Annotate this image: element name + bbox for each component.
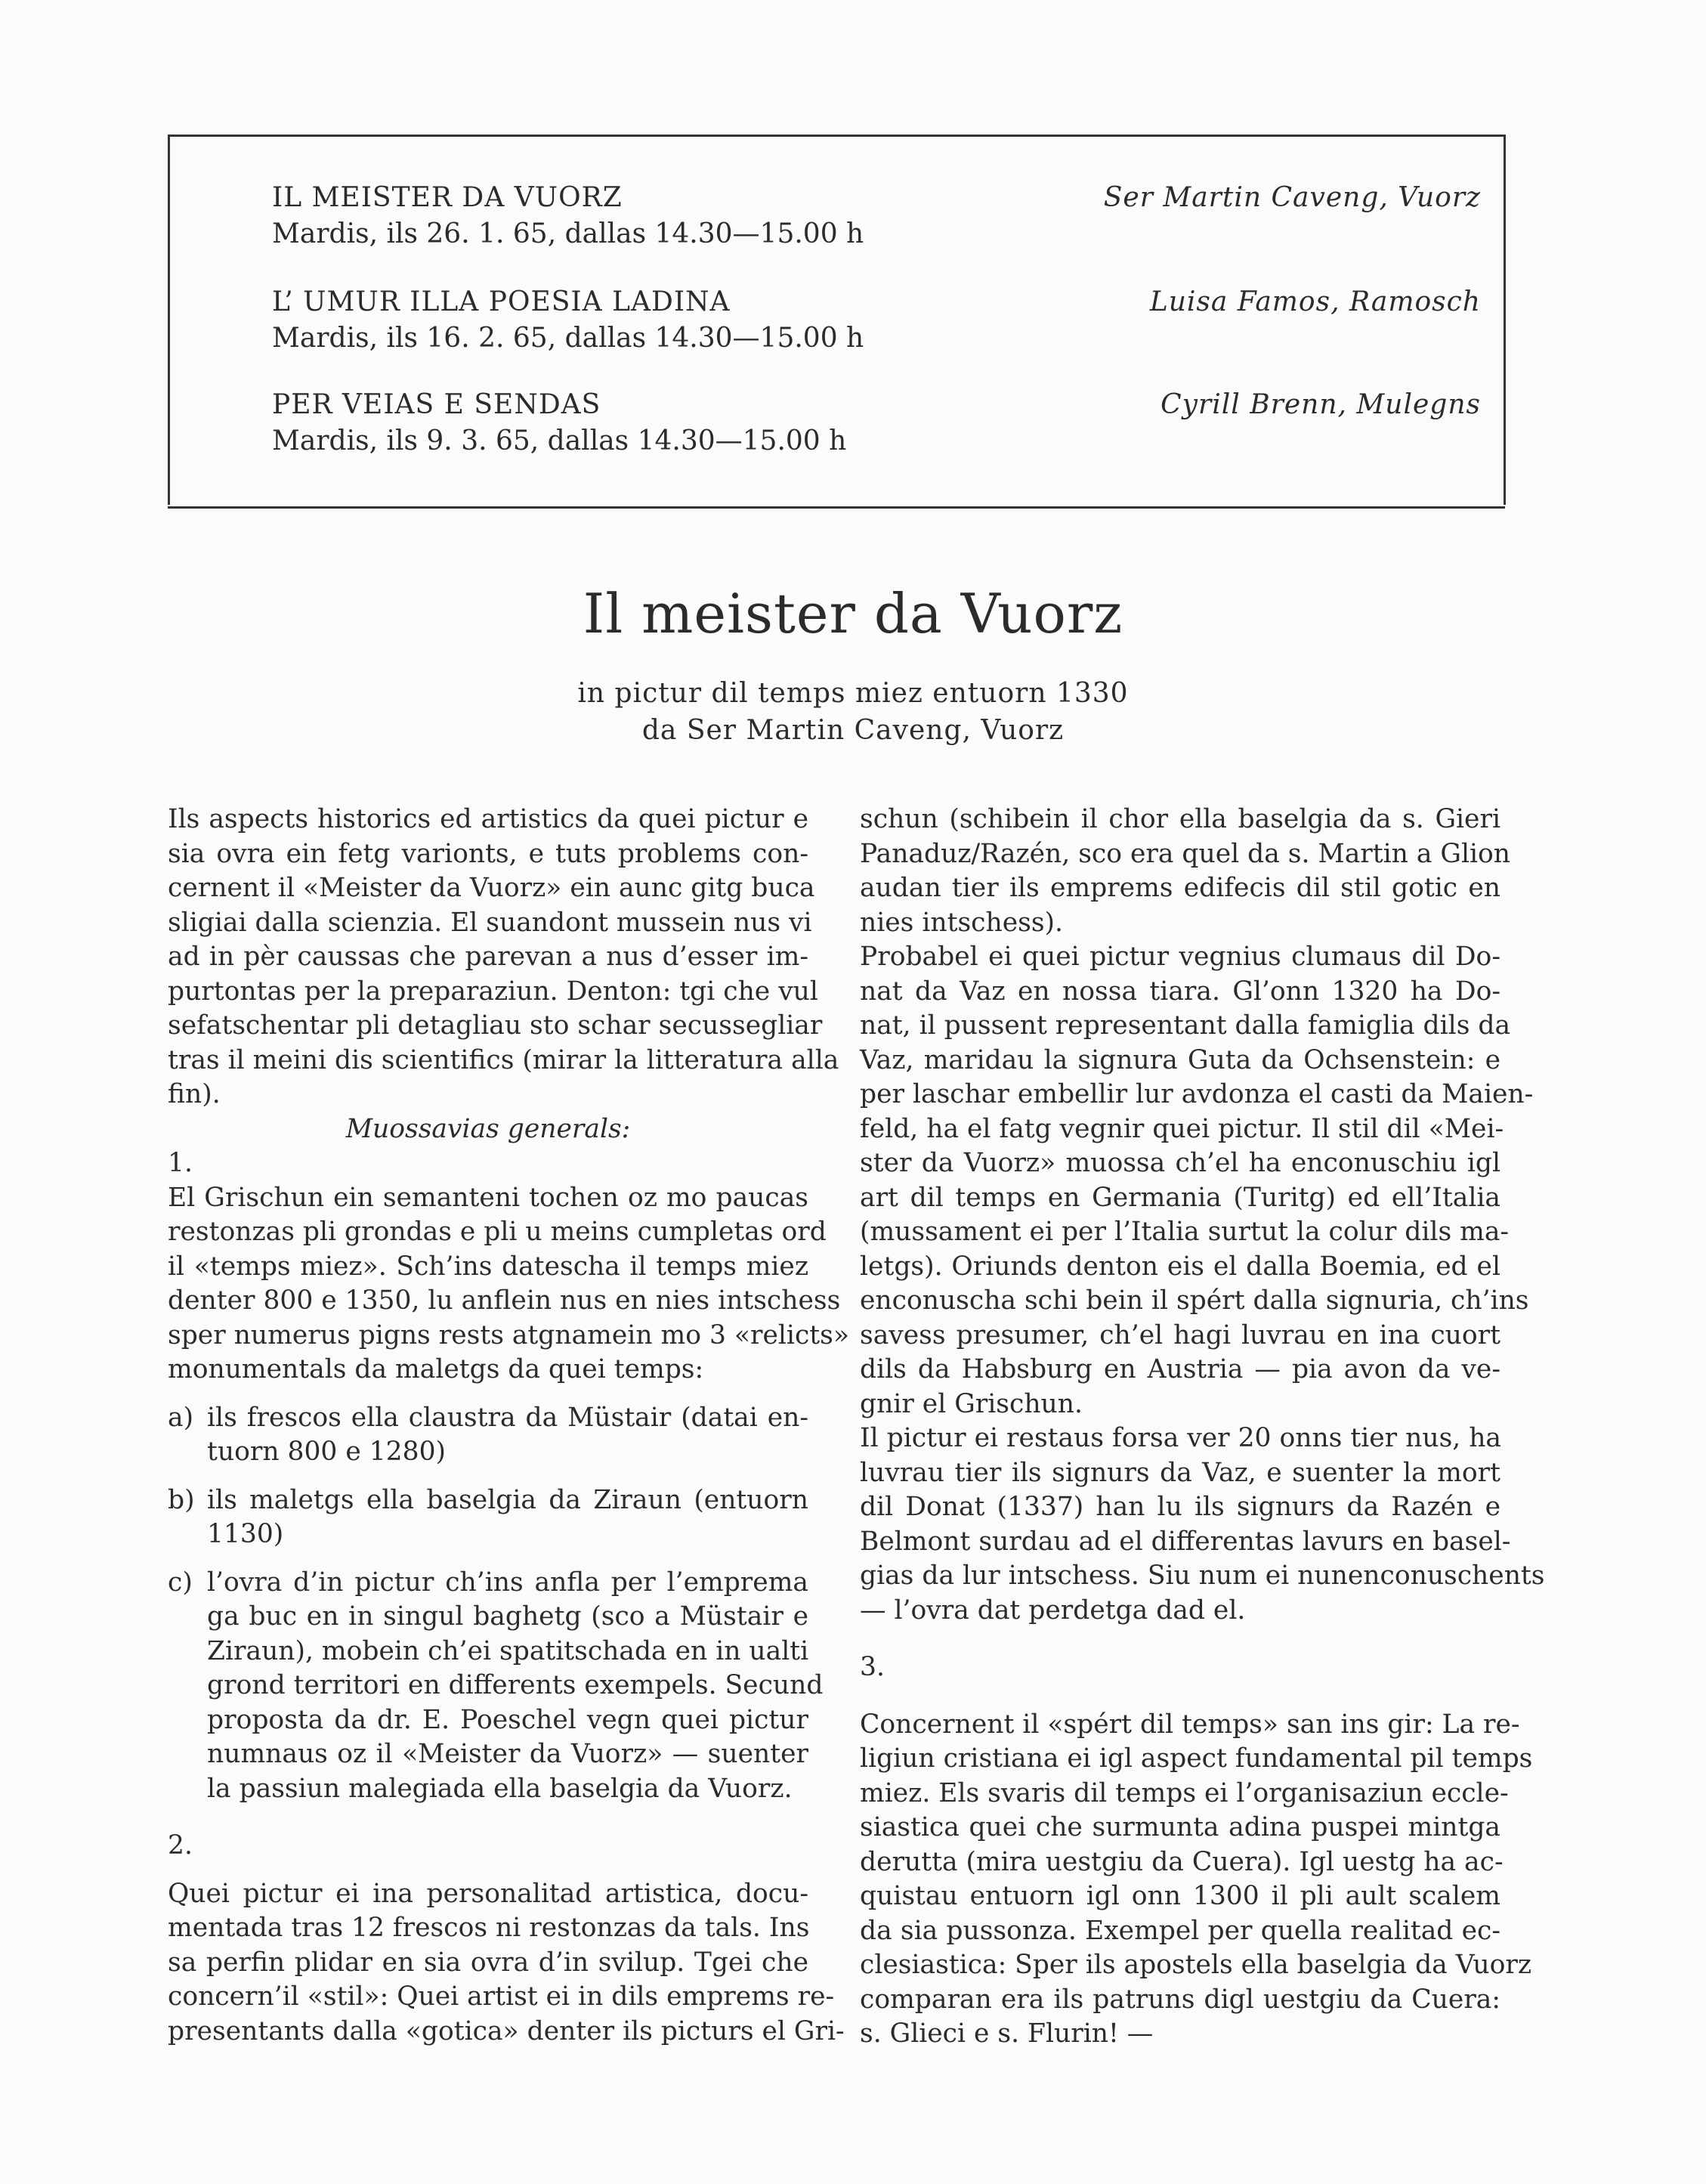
text-line: ad in pèr caussas che parevan a nus d’esser im- bbox=[168, 942, 808, 972]
text-line: Probabel ei quei pictur vegnius clumaus dil Do- bbox=[860, 942, 1500, 972]
paragraph bbox=[860, 1421, 1545, 1628]
text-line: letgs). Oriunds denton eis el dalla Boemia, ed el bbox=[860, 1251, 1500, 1282]
text-line: sefatschentar pli detagliau sto schar secussegliar bbox=[168, 1010, 823, 1041]
text-line: sper numerus pigns rests atgnamein mo 3 «relicts» bbox=[168, 1319, 849, 1350]
text-line: per laschar embellir lur avdonza el casti da Maien- bbox=[860, 1079, 1534, 1109]
schedule-entry bbox=[272, 387, 1481, 459]
text-line: audan tier ils emprems edifecis dil stil gotic en bbox=[860, 873, 1500, 903]
section-number: 1. bbox=[168, 1148, 193, 1178]
text-line: denter 800 e 1350, lu anflein nus en nies intschess bbox=[168, 1285, 841, 1316]
paragraph bbox=[168, 1181, 849, 1387]
text-line: restonzas pli grondas e pli u meins cumpletas ord bbox=[168, 1217, 827, 1247]
list-marker: c) bbox=[168, 1567, 193, 1598]
text-line: clesiastica: Sper ils apostels ella baselgia da Vuorz bbox=[860, 1950, 1532, 1980]
text-line: dils da Habsburg en Austria — pia avon da ve- bbox=[860, 1354, 1500, 1384]
text-line: (mussament ei per l’Italia surtut la colur dils ma- bbox=[860, 1217, 1510, 1247]
text-line: nat da Vaz en nossa tiara. Gl’onn 1320 ha Do- bbox=[860, 976, 1500, 1007]
schedule-bottom-rule bbox=[168, 506, 1505, 509]
text-line: luvrau tier ils signurs da Vaz, e suenter la mort bbox=[860, 1457, 1500, 1488]
text-line: ga buc en in singul baghetg (sco a Müstair e bbox=[207, 1601, 808, 1632]
section-number: 3. bbox=[860, 1652, 885, 1682]
text-line: da sia pussonza. Exempel per quella realitad ec- bbox=[860, 1915, 1500, 1946]
text-line: Il pictur ei restaus forsa ver 20 onns tier nus, ha bbox=[860, 1423, 1501, 1453]
text-line: sia ovra ein fetg varionts, e tuts problems con- bbox=[168, 838, 808, 869]
article-subtitle: in pictur dil temps miez entuorn 1330 bbox=[577, 678, 1129, 709]
section-number: 2. bbox=[168, 1830, 193, 1861]
text-line: siastica quei che surmunta adina puspei mintga bbox=[860, 1812, 1500, 1842]
schedule-author: Luisa Famos, Ramosch bbox=[1149, 286, 1481, 317]
text-line: fin). bbox=[168, 1079, 221, 1109]
text-line: sa perfin plidar en sia ovra d’in svilup. Tgei che bbox=[168, 1947, 808, 1978]
text-line: savess presumer, ch’el hagi luvrau en ina cuort bbox=[860, 1319, 1500, 1350]
list-marker: a) bbox=[168, 1402, 194, 1433]
text-line: grond territori en differents exempels. Secund bbox=[207, 1670, 824, 1700]
text-line: enconuscha schi bein il spért dalla signuria, ch’ins bbox=[860, 1285, 1529, 1316]
schedule-entry bbox=[272, 180, 1481, 252]
text-line: ster da Vuorz» muossa ch’el ha enconuschiu igl bbox=[860, 1148, 1500, 1178]
text-line: cernent il «Meister da Vuorz» ein aunc gitg buca bbox=[168, 873, 815, 903]
list-item bbox=[168, 1566, 824, 1807]
paragraph bbox=[860, 940, 1534, 1421]
text-line: Belmont surdau ad el differentas lavurs en basel- bbox=[860, 1526, 1511, 1557]
text-line: tuorn 800 e 1280) bbox=[207, 1437, 446, 1467]
intro-paragraph bbox=[168, 803, 839, 1112]
text-line: nat, il pussent representant dalla famiglia dils da bbox=[860, 1010, 1511, 1041]
schedule-entry bbox=[272, 284, 1481, 357]
schedule-date: Mardis, ils 9. 3. 65, dallas 14.30—15.00 h bbox=[272, 425, 847, 456]
paragraph bbox=[860, 1708, 1533, 2052]
list-marker: b) bbox=[168, 1484, 195, 1515]
text-line: numnaus oz il «Meister da Vuorz» — suenter bbox=[207, 1739, 808, 1769]
text-line: El Grischun ein semanteni tochen oz mo paucas bbox=[168, 1182, 808, 1213]
schedule-title: L’ UMUR ILLA POESIA LADINA bbox=[272, 286, 731, 317]
schedule-date: Mardis, ils 26. 1. 65, dallas 14.30—15.00 h bbox=[272, 218, 864, 249]
text-line: comparan era ils patruns digl uestgiu da Cuera: bbox=[860, 1984, 1500, 2015]
text-line: proposta da dr. E. Poeschel vegn quei pictur bbox=[207, 1704, 808, 1735]
text-line: Vaz, maridau la signura Guta da Ochsenstein: e bbox=[860, 1044, 1500, 1075]
text-line: ils frescos ella claustra da Müstair (datai en- bbox=[207, 1402, 808, 1433]
section-heading: Muossavias generals: bbox=[345, 1113, 631, 1144]
text-line: derutta (mira uestgiu da Cuera). Igl uestg ha ac- bbox=[860, 1846, 1504, 1877]
text-line: quistau entuorn igl onn 1300 il pli ault scalem bbox=[860, 1881, 1500, 1911]
schedule-title: PER VEIAS E SENDAS bbox=[272, 389, 601, 420]
text-line: art dil temps en Germania (Turitg) ed ell’Italia bbox=[860, 1182, 1500, 1213]
text-line: Ziraun), mobein ch’ei spatitschada en in ualti bbox=[207, 1635, 809, 1666]
text-line: ligiun cristiana ei igl aspect fundamental pil temps bbox=[860, 1743, 1533, 1774]
text-line: purtontas per la preparaziun. Denton: tgi che vul bbox=[168, 976, 818, 1007]
text-line: feld, ha el fatg vegnir quei pictur. Il stil dil «Mei- bbox=[860, 1113, 1504, 1144]
text-line: 1130) bbox=[207, 1519, 284, 1549]
right-column bbox=[860, 803, 1545, 2052]
text-line: concern’il «stil»: Quei artist ei in dils emprems re- bbox=[168, 1981, 835, 2012]
text-line: ils maletgs ella baselgia da Ziraun (entuorn bbox=[207, 1484, 808, 1515]
text-line: tras il meini dis scientifics (mirar la litteratura alla bbox=[168, 1044, 839, 1075]
text-line: s. Glieci e s. Flurin! — bbox=[860, 2018, 1154, 2049]
list-item bbox=[168, 1401, 808, 1470]
paragraph bbox=[168, 1877, 845, 2049]
paragraph bbox=[860, 803, 1511, 940]
schedule-title: IL MEISTER DA VUORZ bbox=[272, 182, 623, 213]
text-line: presentants dalla «gotica» denter ils picturs el Gri- bbox=[168, 2015, 845, 2046]
text-line: Ils aspects historics ed artistics da quei pictur e bbox=[168, 804, 808, 834]
schedule-date: Mardis, ils 16. 2. 65, dallas 14.30—15.00 h bbox=[272, 323, 864, 354]
text-line: il «temps miez». Sch’ins datescha il temps miez bbox=[168, 1251, 808, 1282]
schedule-box bbox=[168, 135, 1506, 505]
schedule-author: Ser Martin Caveng, Vuorz bbox=[1103, 182, 1481, 213]
text-line: gnir el Grischun. bbox=[860, 1388, 1083, 1419]
text-line: — l’ovra dat perdetga dad el. bbox=[860, 1595, 1246, 1626]
text-line: mentada tras 12 frescos ni restonzas da tals. Ins bbox=[168, 1913, 810, 1943]
text-line: sligiai dalla scienzia. El suandont mussein nus vi bbox=[168, 907, 812, 938]
text-line: l’ovra d’in pictur ch’ins anfla per l’emprema bbox=[207, 1567, 808, 1598]
text-line: dil Donat (1337) han lu ils signurs da Razén e bbox=[860, 1492, 1500, 1522]
article-title: Il meister da Vuorz bbox=[583, 582, 1123, 645]
schedule-author: Cyrill Brenn, Mulegns bbox=[1161, 389, 1481, 420]
text-line: miez. Els svaris dil temps ei l’organisaziun eccle- bbox=[860, 1777, 1509, 1808]
text-line: gias da lur intschess. Siu num ei nunenconuschents bbox=[860, 1561, 1545, 1591]
text-line: monumentals da maletgs da quei temps: bbox=[168, 1354, 704, 1384]
text-line: nies intschess). bbox=[860, 907, 1063, 938]
text-line: Concernent il «spért dil temps» san ins gir: La re- bbox=[860, 1709, 1520, 1740]
text-line: schun (schibein il chor ella baselgia da s. Gieri bbox=[860, 804, 1500, 834]
list-item bbox=[168, 1483, 808, 1552]
text-line: la passiun malegiada ella baselgia da Vuorz. bbox=[207, 1773, 793, 1804]
article-byline: da Ser Martin Caveng, Vuorz bbox=[641, 715, 1065, 746]
left-column bbox=[168, 803, 849, 2049]
text-line: Panaduz/Razén, sco era quel da s. Martin a Glion bbox=[860, 838, 1511, 869]
text-line: Quei pictur ei ina personalitad artistica, docu- bbox=[168, 1878, 808, 1909]
